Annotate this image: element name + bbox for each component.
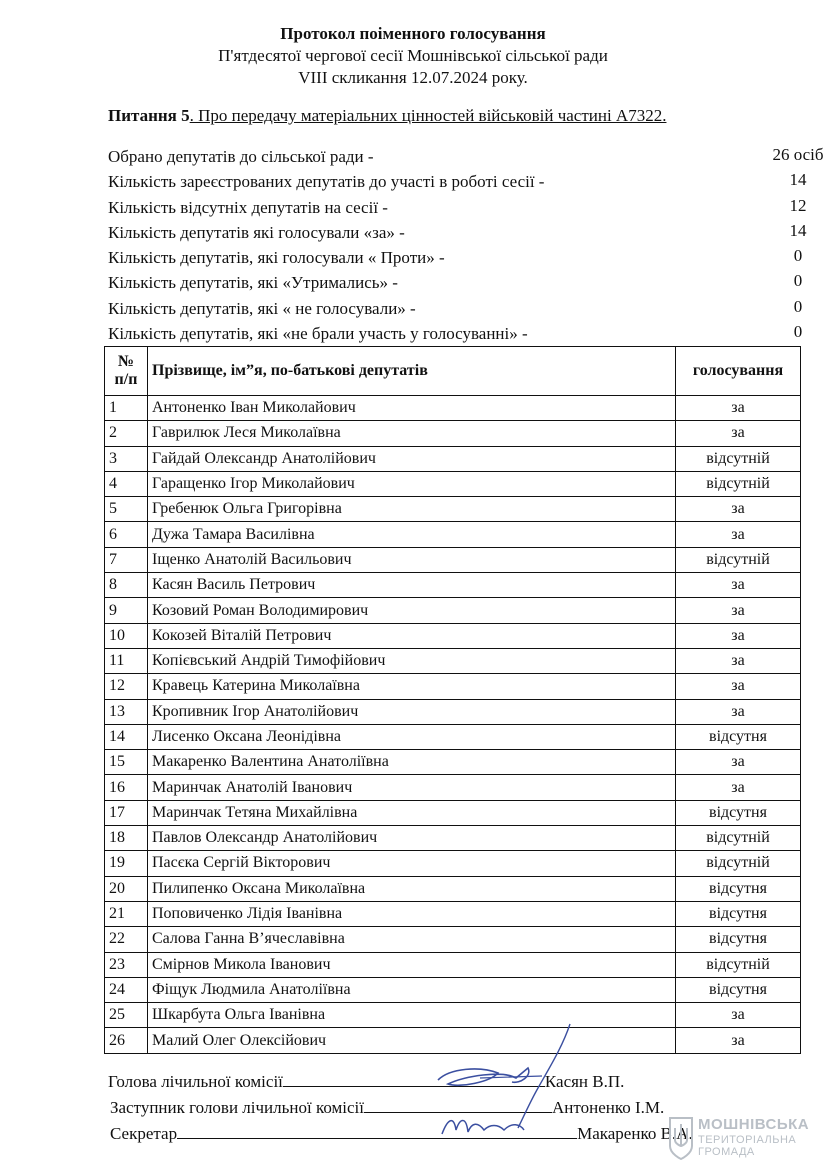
vote-statistics bbox=[108, 144, 824, 346]
stat-label: Кількість депутатів, які «не брали участь у голосуванні» - bbox=[108, 324, 528, 344]
vote-result: за bbox=[676, 421, 801, 446]
table-header-row bbox=[105, 347, 801, 396]
question-label: Питання 5 bbox=[108, 106, 190, 125]
watermark-subtitle: ТЕРИТОРІАЛЬНА ГРОМАДА bbox=[698, 1134, 797, 1158]
row-number: 26 bbox=[105, 1028, 148, 1053]
table-row bbox=[105, 699, 801, 724]
document-title: Протокол поіменного голосування bbox=[280, 24, 546, 43]
row-number: 24 bbox=[105, 977, 148, 1002]
row-number: 8 bbox=[105, 573, 148, 598]
row-number: 2 bbox=[105, 421, 148, 446]
row-number: 6 bbox=[105, 522, 148, 547]
deputy-name: Смірнов Микола Іванович bbox=[148, 952, 676, 977]
vote-result: відсутня bbox=[676, 724, 801, 749]
table-row bbox=[105, 446, 801, 471]
stat-row bbox=[108, 321, 803, 346]
table-row bbox=[105, 573, 801, 598]
deputy-name: Малий Олег Олексійович bbox=[148, 1028, 676, 1053]
stat-label: Кількість депутатів які голосували «за» - bbox=[108, 222, 405, 242]
stat-label: Обрано депутатів до сільської ради - bbox=[108, 147, 374, 166]
stat-label: Кількість відсутніх депутатів на сесії - bbox=[108, 197, 388, 217]
secretary-name: Макаренко В.А. bbox=[577, 1124, 693, 1143]
table-row bbox=[105, 396, 801, 421]
deputy-name: Гайдай Олександр Анатолійович bbox=[148, 446, 676, 471]
session-line: П'ятдесятої чергової сесії Мошнівської сільської ради bbox=[218, 46, 608, 65]
convocation-line: VIII скликання 12.07.2024 року. bbox=[298, 68, 528, 87]
stat-row bbox=[108, 220, 807, 245]
deputy-name: Гаврилюк Леся Миколаївна bbox=[148, 421, 676, 446]
row-number: 21 bbox=[105, 901, 148, 926]
vote-result: за bbox=[676, 522, 801, 547]
deputy-name: Копієвський Андрій Тимофійович bbox=[148, 648, 676, 673]
table-row bbox=[105, 724, 801, 749]
row-number: 9 bbox=[105, 598, 148, 623]
vote-result: відсутній bbox=[676, 547, 801, 572]
deputy-name: Лисенко Оксана Леонідівна bbox=[148, 724, 676, 749]
stat-value: 12 bbox=[789, 195, 807, 215]
vote-result: за bbox=[676, 1028, 801, 1053]
vote-result: відсутня bbox=[676, 876, 801, 901]
row-number: 7 bbox=[105, 547, 148, 572]
handwritten-signatures bbox=[420, 1018, 600, 1158]
vote-result: за bbox=[676, 750, 801, 775]
secretary-signature-line bbox=[110, 1124, 693, 1144]
stat-value: 0 bbox=[793, 296, 803, 316]
vote-result: відсутній bbox=[676, 471, 801, 496]
table-row bbox=[105, 952, 801, 977]
vote-result: відсутній bbox=[676, 446, 801, 471]
vote-result: відсутній bbox=[676, 851, 801, 876]
vote-result: за bbox=[676, 497, 801, 522]
community-watermark bbox=[668, 1114, 818, 1164]
question-text: . Про передачу матеріальних цінностей військовій частині А7322. bbox=[189, 106, 667, 125]
stat-label: Кількість депутатів, які голосували « Проти» - bbox=[108, 248, 445, 268]
row-number: 23 bbox=[105, 952, 148, 977]
table-row bbox=[105, 547, 801, 572]
deputy-name: Фіщук Людмила Анатоліївна bbox=[148, 977, 676, 1002]
stat-value: 0 bbox=[793, 322, 803, 342]
table-row bbox=[105, 775, 801, 800]
stat-row bbox=[108, 144, 824, 169]
secretary-label: Секретар bbox=[110, 1124, 178, 1143]
row-number: 10 bbox=[105, 623, 148, 648]
row-number: 22 bbox=[105, 927, 148, 952]
table-row bbox=[105, 826, 801, 851]
row-number: 1 bbox=[105, 396, 148, 421]
table-row bbox=[105, 901, 801, 926]
vote-result: за bbox=[676, 674, 801, 699]
stat-value: 26 осіб bbox=[772, 145, 824, 164]
stat-label: Кількість депутатів, які «Утримались» - bbox=[108, 273, 398, 293]
stat-row bbox=[108, 296, 803, 321]
deputy-name: Маринчак Анатолій Іванович bbox=[148, 775, 676, 800]
deputy-name: Поповиченко Лідія Іванівна bbox=[148, 901, 676, 926]
deputy-name: Макаренко Валентина Анатоліївна bbox=[148, 750, 676, 775]
vote-result: за bbox=[676, 699, 801, 724]
row-number: 11 bbox=[105, 648, 148, 673]
table-row bbox=[105, 623, 801, 648]
stat-row bbox=[108, 195, 807, 220]
vote-result: відсутній bbox=[676, 826, 801, 851]
chair-label: Голова лічильної комісії bbox=[108, 1072, 283, 1091]
vote-result: за bbox=[676, 598, 801, 623]
deputy-name: Павлов Олександр Анатолійович bbox=[148, 826, 676, 851]
vote-result: за bbox=[676, 396, 801, 421]
row-number: 4 bbox=[105, 471, 148, 496]
deputy-name: Антоненко Іван Миколайович bbox=[148, 396, 676, 421]
table-row bbox=[105, 977, 801, 1002]
row-number: 15 bbox=[105, 750, 148, 775]
deputy-name: Антоненко І.М. bbox=[552, 1098, 665, 1117]
stat-row bbox=[108, 169, 807, 194]
stat-value: 0 bbox=[793, 271, 803, 291]
table-row bbox=[105, 471, 801, 496]
row-number: 16 bbox=[105, 775, 148, 800]
vote-result: за bbox=[676, 775, 801, 800]
header-name: Прізвище, ім”я, по-батькові депутатів bbox=[148, 347, 676, 396]
row-number: 17 bbox=[105, 800, 148, 825]
table-row bbox=[105, 851, 801, 876]
vote-result: за bbox=[676, 623, 801, 648]
table-row bbox=[105, 522, 801, 547]
vote-result: за bbox=[676, 1003, 801, 1028]
table-row bbox=[105, 927, 801, 952]
row-number: 25 bbox=[105, 1003, 148, 1028]
table-row bbox=[105, 800, 801, 825]
roll-call-table bbox=[104, 346, 801, 1054]
trident-coat-of-arms-icon bbox=[668, 1116, 694, 1160]
deputy-name: Маринчак Тетяна Михайлівна bbox=[148, 800, 676, 825]
deputy-name: Шкарбута Ольга Іванівна bbox=[148, 1003, 676, 1028]
vote-result: відсутня bbox=[676, 927, 801, 952]
deputy-name: Гребенюк Ольга Григорівна bbox=[148, 497, 676, 522]
vote-result: за bbox=[676, 573, 801, 598]
deputy-name: Дужа Тамара Василівна bbox=[148, 522, 676, 547]
deputy-name: Пилипенко Оксана Миколаївна bbox=[148, 876, 676, 901]
row-number: 13 bbox=[105, 699, 148, 724]
deputy-name: Кравець Катерина Миколаївна bbox=[148, 674, 676, 699]
table-row bbox=[105, 598, 801, 623]
vote-result: відсутня bbox=[676, 901, 801, 926]
row-number: 5 bbox=[105, 497, 148, 522]
row-number: 18 bbox=[105, 826, 148, 851]
row-number: 20 bbox=[105, 876, 148, 901]
chair-name: Касян В.П. bbox=[544, 1072, 625, 1091]
deputy-name: Пасєка Сергій Вікторович bbox=[148, 851, 676, 876]
deputy-name: Козовий Роман Володимирович bbox=[148, 598, 676, 623]
deputy-label: Заступник голови лічильної комісії bbox=[110, 1098, 365, 1117]
header-number: № п/п bbox=[105, 347, 148, 396]
vote-result: за bbox=[676, 648, 801, 673]
stat-label: Кількість зареєстрованих депутатів до участі в роботі сесії - bbox=[108, 172, 545, 192]
stat-value: 14 bbox=[789, 170, 807, 190]
stat-row bbox=[108, 245, 803, 270]
deputy-name: Кропивник Ігор Анатолійович bbox=[148, 699, 676, 724]
row-number: 12 bbox=[105, 674, 148, 699]
deputy-name: Гаращенко Ігор Миколайович bbox=[148, 471, 676, 496]
watermark-title: МОШНІВСЬКА bbox=[698, 1116, 810, 1133]
row-number: 14 bbox=[105, 724, 148, 749]
stat-value: 0 bbox=[793, 246, 803, 266]
table-row bbox=[105, 648, 801, 673]
table-row bbox=[105, 497, 801, 522]
stat-value: 14 bbox=[789, 220, 807, 240]
header-vote: голосування bbox=[676, 347, 801, 396]
row-number: 19 bbox=[105, 851, 148, 876]
table-row bbox=[105, 750, 801, 775]
vote-result: відсутня bbox=[676, 977, 801, 1002]
vote-result: відсутній bbox=[676, 952, 801, 977]
row-number: 3 bbox=[105, 446, 148, 471]
deputy-name: Салова Ганна В’ячеславівна bbox=[148, 927, 676, 952]
deputy-name: Кокозей Віталій Петрович bbox=[148, 623, 676, 648]
table-row bbox=[105, 674, 801, 699]
deputy-name: Іщенко Анатолій Васильович bbox=[148, 547, 676, 572]
deputy-name: Касян Василь Петрович bbox=[148, 573, 676, 598]
stat-row bbox=[108, 270, 803, 295]
stat-label: Кількість депутатів, які « не голосували» - bbox=[108, 298, 416, 318]
table-row bbox=[105, 876, 801, 901]
table-row bbox=[105, 421, 801, 446]
vote-result: відсутня bbox=[676, 800, 801, 825]
agenda-question bbox=[108, 106, 666, 126]
